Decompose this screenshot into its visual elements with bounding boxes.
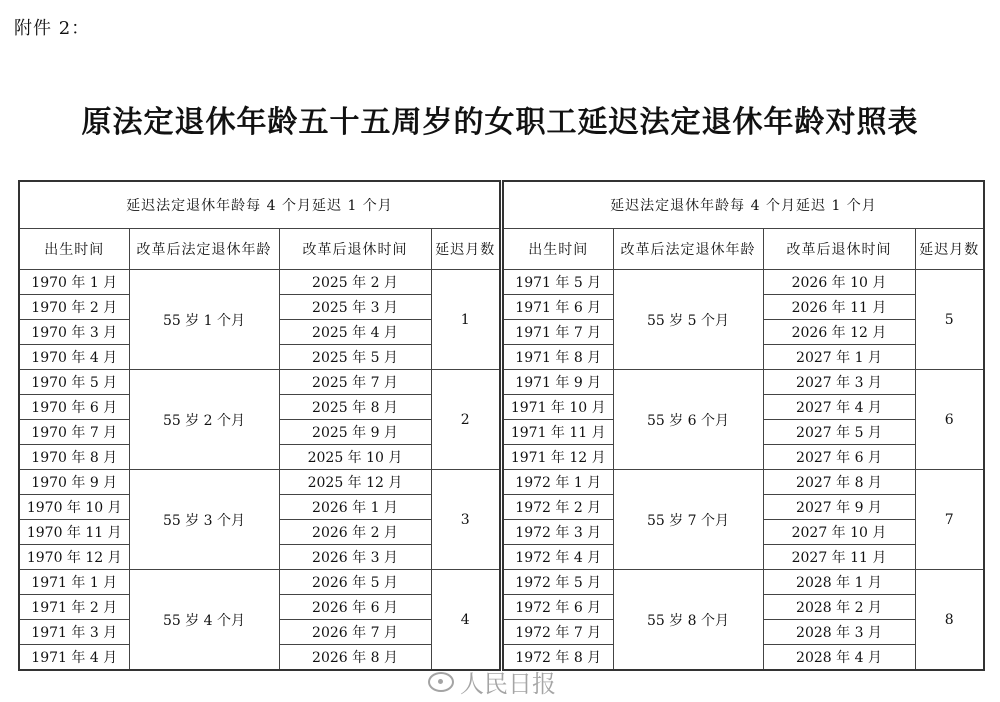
- retirement-age-cell: 55 岁 2 个月: [129, 370, 279, 470]
- retirement-age-cell: 55 岁 7 个月: [613, 470, 763, 570]
- table-row: [19, 570, 500, 595]
- retirement-date-cell: 2026 年 7 月: [279, 620, 431, 645]
- column-header: 改革后法定退休年龄: [613, 229, 763, 270]
- retirement-age-cell: 55 岁 5 个月: [613, 270, 763, 370]
- retirement-date-cell: 2026 年 2 月: [279, 520, 431, 545]
- table-header: 延迟法定退休年龄每 4 个月延迟 1 个月: [19, 181, 500, 229]
- birth-date-cell: 1970 年 8 月: [19, 445, 129, 470]
- birth-date-cell: 1971 年 12 月: [503, 445, 613, 470]
- column-header: 延迟月数: [915, 229, 984, 270]
- retirement-date-cell: 2026 年 1 月: [279, 495, 431, 520]
- birth-date-cell: 1971 年 3 月: [19, 620, 129, 645]
- table-row: [19, 370, 500, 395]
- birth-date-cell: 1971 年 4 月: [19, 645, 129, 671]
- retirement-date-cell: 2025 年 4 月: [279, 320, 431, 345]
- retirement-date-cell: 2027 年 8 月: [763, 470, 915, 495]
- retirement-date-cell: 2028 年 4 月: [763, 645, 915, 671]
- column-header: 改革后退休时间: [763, 229, 915, 270]
- page-title: 原法定退休年龄五十五周岁的女职工延迟法定退休年龄对照表: [81, 105, 919, 140]
- birth-date-cell: 1971 年 6 月: [503, 295, 613, 320]
- birth-date-cell: 1972 年 3 月: [503, 520, 613, 545]
- retirement-date-cell: 2026 年 5 月: [279, 570, 431, 595]
- birth-date-cell: 1971 年 7 月: [503, 320, 613, 345]
- retirement-age-cell: 55 岁 8 个月: [613, 570, 763, 671]
- delay-months-cell: 5: [915, 270, 984, 370]
- retirement-date-cell: 2028 年 3 月: [763, 620, 915, 645]
- birth-date-cell: 1972 年 2 月: [503, 495, 613, 520]
- birth-date-cell: 1970 年 9 月: [19, 470, 129, 495]
- birth-date-cell: 1972 年 7 月: [503, 620, 613, 645]
- birth-date-cell: 1971 年 8 月: [503, 345, 613, 370]
- column-header: 延迟月数: [431, 229, 500, 270]
- retirement-date-cell: 2025 年 5 月: [279, 345, 431, 370]
- retirement-date-cell: 2025 年 8 月: [279, 395, 431, 420]
- delay-months-cell: 4: [431, 570, 500, 671]
- retirement-date-cell: 2026 年 8 月: [279, 645, 431, 671]
- birth-date-cell: 1971 年 10 月: [503, 395, 613, 420]
- retirement-date-cell: 2026 年 11 月: [763, 295, 915, 320]
- retirement-date-cell: 2028 年 2 月: [763, 595, 915, 620]
- birth-date-cell: 1972 年 4 月: [503, 545, 613, 570]
- retirement-date-cell: 2027 年 3 月: [763, 370, 915, 395]
- retirement-date-cell: 2025 年 2 月: [279, 270, 431, 295]
- retirement-date-cell: 2025 年 9 月: [279, 420, 431, 445]
- birth-date-cell: 1970 年 7 月: [19, 420, 129, 445]
- table-row: [503, 270, 984, 295]
- column-header: 出生时间: [503, 229, 613, 270]
- table-header-row: [503, 181, 984, 229]
- retirement-age-cell: 55 岁 6 个月: [613, 370, 763, 470]
- table-row: [19, 270, 500, 295]
- delay-months-cell: 8: [915, 570, 984, 671]
- birth-date-cell: 1970 年 11 月: [19, 520, 129, 545]
- table-row: [503, 370, 984, 395]
- birth-date-cell: 1970 年 12 月: [19, 545, 129, 570]
- table-row: [19, 470, 500, 495]
- retirement-date-cell: 2025 年 10 月: [279, 445, 431, 470]
- birth-date-cell: 1971 年 9 月: [503, 370, 613, 395]
- birth-date-cell: 1970 年 3 月: [19, 320, 129, 345]
- birth-date-cell: 1970 年 5 月: [19, 370, 129, 395]
- retirement-date-cell: 2025 年 7 月: [279, 370, 431, 395]
- retirement-date-cell: 2027 年 4 月: [763, 395, 915, 420]
- retirement-date-cell: 2028 年 1 月: [763, 570, 915, 595]
- birth-date-cell: 1971 年 5 月: [503, 270, 613, 295]
- retirement-age-cell: 55 岁 3 个月: [129, 470, 279, 570]
- delay-months-cell: 2: [431, 370, 500, 470]
- retirement-date-cell: 2027 年 1 月: [763, 345, 915, 370]
- birth-date-cell: 1970 年 1 月: [19, 270, 129, 295]
- delay-months-cell: 7: [915, 470, 984, 570]
- delay-months-cell: 1: [431, 270, 500, 370]
- retirement-date-cell: 2026 年 12 月: [763, 320, 915, 345]
- column-header: 改革后退休时间: [279, 229, 431, 270]
- birth-date-cell: 1972 年 1 月: [503, 470, 613, 495]
- comparison-table-left: [18, 180, 501, 671]
- column-header-row: [19, 229, 500, 270]
- delay-months-cell: 3: [431, 470, 500, 570]
- watermark-text: 人民日报: [460, 670, 556, 698]
- table-row: [503, 470, 984, 495]
- table-header-row: [19, 181, 500, 229]
- column-header: 出生时间: [19, 229, 129, 270]
- retirement-date-cell: 2026 年 10 月: [763, 270, 915, 295]
- retirement-date-cell: 2027 年 11 月: [763, 545, 915, 570]
- birth-date-cell: 1971 年 11 月: [503, 420, 613, 445]
- retirement-date-cell: 2027 年 6 月: [763, 445, 915, 470]
- retirement-date-cell: 2026 年 6 月: [279, 595, 431, 620]
- birth-date-cell: 1971 年 2 月: [19, 595, 129, 620]
- birth-date-cell: 1972 年 8 月: [503, 645, 613, 671]
- column-header-row: [503, 229, 984, 270]
- birth-date-cell: 1970 年 4 月: [19, 345, 129, 370]
- retirement-date-cell: 2025 年 3 月: [279, 295, 431, 320]
- birth-date-cell: 1970 年 2 月: [19, 295, 129, 320]
- retirement-age-cell: 55 岁 4 个月: [129, 570, 279, 671]
- birth-date-cell: 1971 年 1 月: [19, 570, 129, 595]
- birth-date-cell: 1972 年 6 月: [503, 595, 613, 620]
- table-header: 延迟法定退休年龄每 4 个月延迟 1 个月: [503, 181, 984, 229]
- column-header: 改革后法定退休年龄: [129, 229, 279, 270]
- retirement-age-cell: 55 岁 1 个月: [129, 270, 279, 370]
- delay-months-cell: 6: [915, 370, 984, 470]
- attachment-label: 附件 2：: [14, 18, 91, 39]
- retirement-date-cell: 2027 年 9 月: [763, 495, 915, 520]
- comparison-table-right: [502, 180, 985, 671]
- retirement-date-cell: 2025 年 12 月: [279, 470, 431, 495]
- retirement-date-cell: 2027 年 10 月: [763, 520, 915, 545]
- birth-date-cell: 1970 年 6 月: [19, 395, 129, 420]
- table-row: [503, 570, 984, 595]
- birth-date-cell: 1970 年 10 月: [19, 495, 129, 520]
- retirement-date-cell: 2026 年 3 月: [279, 545, 431, 570]
- retirement-date-cell: 2027 年 5 月: [763, 420, 915, 445]
- weibo-logo-icon: [428, 672, 454, 692]
- birth-date-cell: 1972 年 5 月: [503, 570, 613, 595]
